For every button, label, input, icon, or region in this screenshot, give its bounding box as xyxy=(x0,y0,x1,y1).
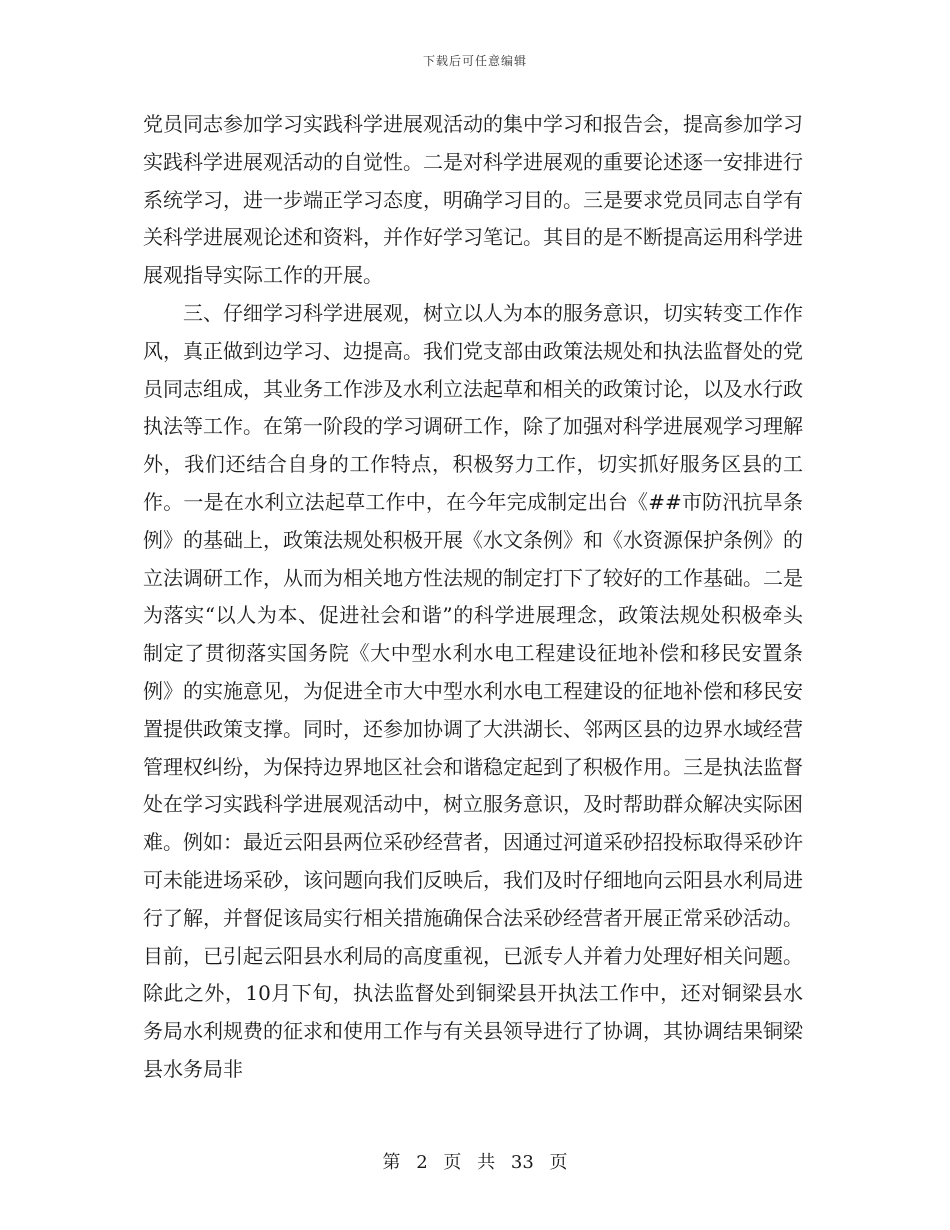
footer-page-word: 页 xyxy=(443,1152,462,1173)
document-body xyxy=(143,106,803,1089)
footer-suffix: 页 xyxy=(549,1152,568,1173)
page-number-footer xyxy=(0,1148,950,1174)
page-header-note: 下载后可任意编辑 xyxy=(422,54,527,68)
footer-total-word: 共 xyxy=(477,1152,496,1173)
footer-prefix: 第 xyxy=(382,1152,401,1173)
paragraph-2: 三、仔细学习科学进展观，树立以人为本的服务意识，切实转变工作作风，真正做到边学习、边提高。我们党支部由政策法规处和执法监督处的党员同志组成，其业务工作涉及水利立法起草和相关的政策讨论，以及水行政执法等工作。在第一阶段的学习调研工作，除了加强对科学进展观学习理解外，我们还结合自身的工作特点，积极努力工作，切实抓好服务区县的工作。一是在水利立法起草工作中，在今年完成制定出台《##市防汛抗旱条例》的基础上，政策法规处积极开展《水文条例》和《水资源保护条例》的立法调研工作，从而为相关地方性法规的制定打下了较好的工作基础。二是为落实“以人为本、促进社会和谐”的科学进展理念，政策法规处积极牵头制定了贯彻落实国务院《大中型水利水电工程建设征地补偿和移民安置条例》的实施意见，为促进全市大中型水利水电工程建设的征地补偿和移民安置提供政策支撑。同时，还参加协调了大洪湖长、邻两区县的边界水域经营管理权纠纷，为保持边界地区社会和谐稳定起到了积极作用。三是执法监督处在学习实践科学进展观活动中，树立服务意识，及时帮助群众解决实际困难。例如：最近云阳县两位采砂经营者，因通过河道采砂招投标取得采砂许可未能进场采砂，该问题向我们反映后，我们及时仔细地向云阳县水利局进行了解，并督促该局实行相关措施确保合法采砂经营者开展正常采砂活动。目前，已引起云阳县水利局的高度重视，已派专人并着力处理好相关问题。除此之外，10月下旬，执法监督处到铜梁县开执法工作中，还对铜梁县水务局水利规费的征求和使用工作与有关县领导进行了协调，其协调结果铜梁县水务局非 xyxy=(143,300,803,1081)
footer-total-pages: 33 xyxy=(510,1152,534,1173)
footer-current-page: 2 xyxy=(416,1152,428,1173)
paragraph-1: 党员同志参加学习实践科学进展观活动的集中学习和报告会，提高参加学习实践科学进展观活动的自觉性。二是对科学进展观的重要论述逐一安排进行系统学习，进一步端正学习态度，明确学习目的。三是要求党员同志自学有关科学进展观论述和资料，并作好学习笔记。其目的是不断提高运用科学进展观指导实际工作的开展。 xyxy=(143,112,803,288)
